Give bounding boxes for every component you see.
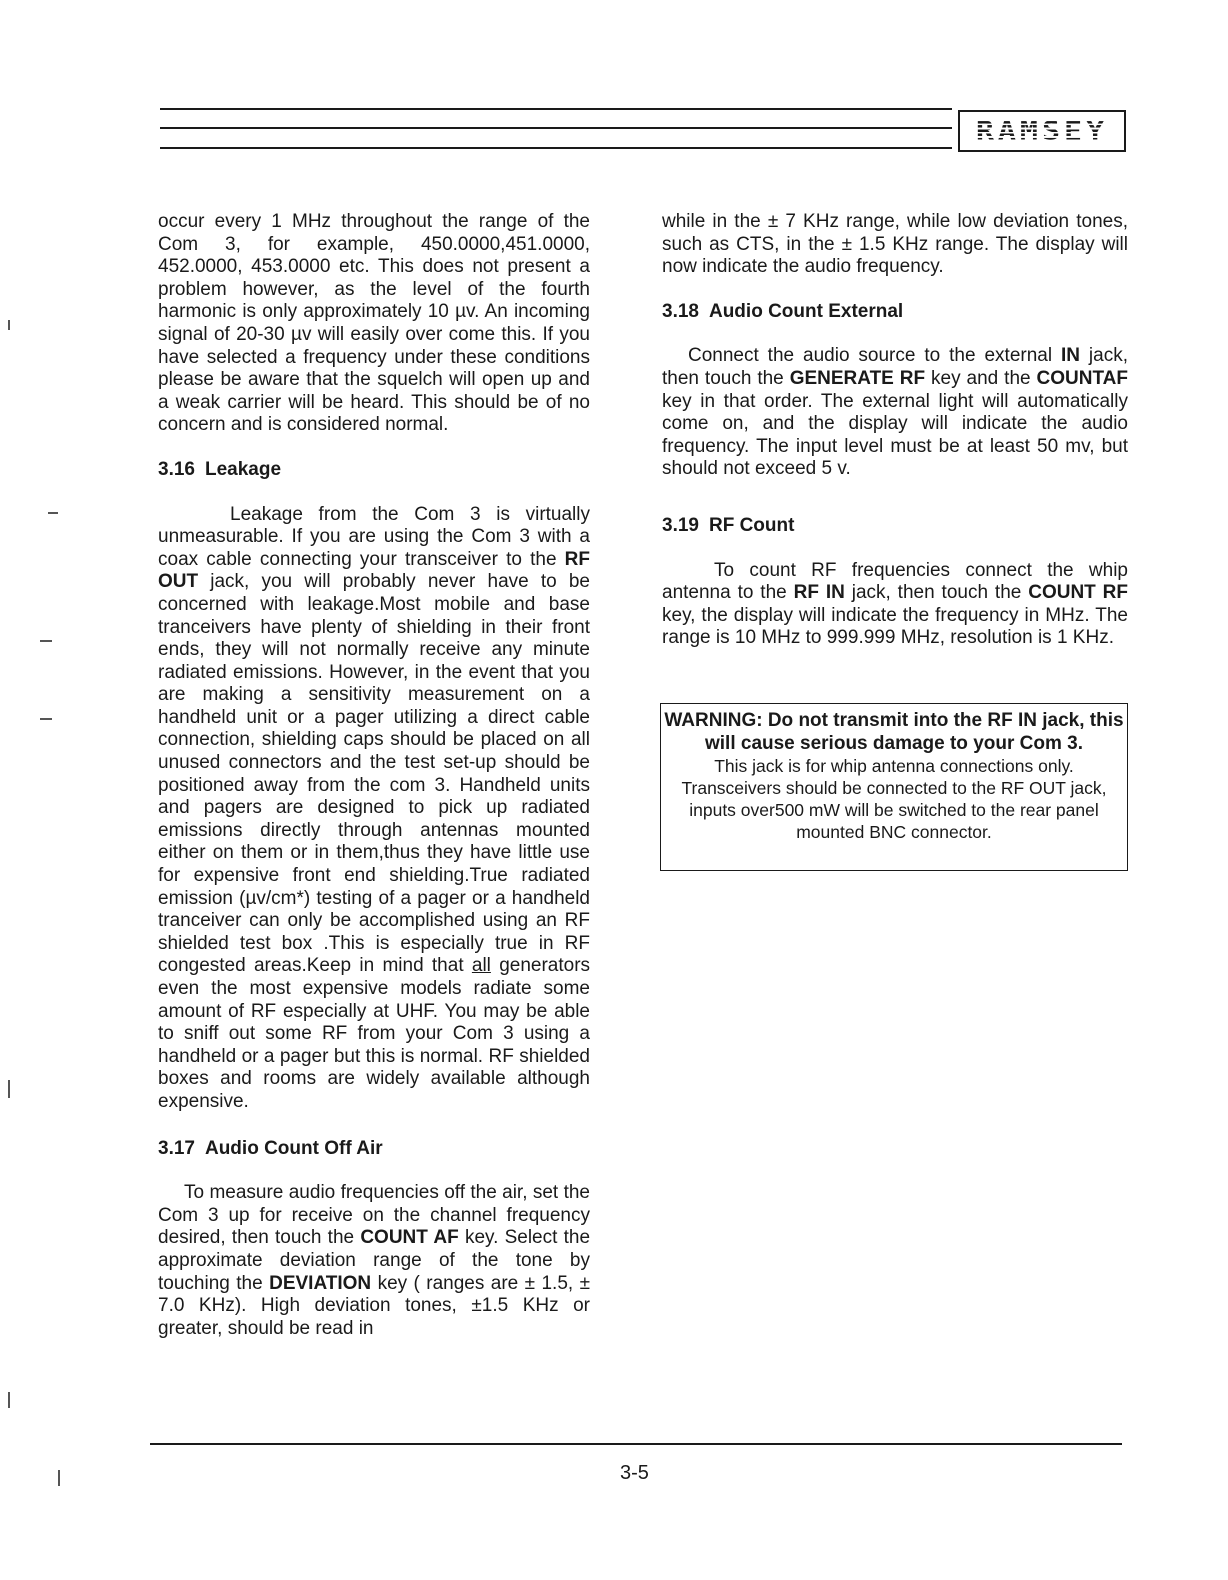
section-number: 3.16 — [158, 458, 195, 480]
scan-mark — [8, 1080, 10, 1098]
rf-count-text-2: jack, then touch the — [851, 582, 1022, 604]
section-title: RF Count — [708, 514, 795, 536]
audio-external-text-3: key and the — [931, 367, 1031, 389]
section-heading-leakage — [158, 459, 590, 482]
rf-count-text-1: To count RF frequencies connect the whip antenna to the — [662, 559, 1128, 604]
audio-external-bold-in: IN — [1061, 345, 1080, 367]
scan-mark — [58, 1470, 60, 1486]
audio-off-air-text-2: key. Select the approximate deviation range of the tone by touching the — [158, 1227, 591, 1294]
audio-off-air-text-3: key ( ranges are ± 1.5, ± 7.0 KHz). High deviation tones, ±1.5 KHz or greater, should be read in — [158, 1272, 591, 1339]
section-heading-audio-off-air — [158, 1138, 590, 1161]
warning-heading: WARNING: Do not transmit into the RF IN jack, this will cause serious damage to your Com 3. — [664, 710, 1124, 754]
header-rule-middle — [160, 127, 952, 129]
logo-text: RAMSEY — [975, 116, 1109, 146]
leakage-text-2: jack, you will probably never have to be concerned with leakage.Most mobile and base tranceivers have plenty of shielding in their front ends, they will not normally receive any minute radiated emissions. However, in the event that you are making a sensitivity measurement on a handheld unit or a pager utilizing a direct cable connection, shielding caps should be placed on all unused connectors and the test set-up should be positioned away from the com 3. Handheld units and pagers are designed to pick up radiated emissions directly through antennas mounted either on them or in them,thus they have little use for expensive front end shielding.True radiated emission (µv/cm*) testing of a pager or a handheld tranceiver can only be accomplished using an RF shielded test box .This is especially true in RF congested areas.Keep in mind that — [158, 571, 590, 977]
section-number: 3.17 — [158, 1137, 195, 1159]
rf-count-bold-count-rf: COUNT RF — [1028, 582, 1128, 604]
footer-rule — [150, 1443, 1122, 1445]
audio-external-text-4: key in that order. The external light will automatically come on, and the display will indicate the audio frequency. The input level must be at least 50 mv, but should not exceed 5 v. — [662, 390, 1128, 480]
header-rule-bottom — [160, 147, 952, 149]
section-heading-rf-count — [662, 515, 1128, 538]
leakage-text-3: generators even the most expensive models radiate some amount of RF especially at UHF. You may be able to sniff out some RF from your Com 3 using a handheld or a pager but this is normal. RF shielded boxes and rooms are widely available although expensive. — [158, 955, 591, 1112]
rf-count-bold-rf-in: RF IN — [793, 582, 845, 604]
ramsey-logo — [958, 110, 1126, 152]
scan-mark — [40, 640, 52, 642]
rf-count-paragraph — [662, 560, 1128, 650]
intro-paragraph: occur every 1 MHz throughout the range of the Com 3, for example, 450.0000,451.0000, 452.0000, 453.0000 etc. This does not present a problem however, as the level of the fourth harmonic is only approximately 10 µv. An incoming signal of 20-30 µv will easily over come this. If you have selected a frequency under these conditions please be aware that the squelch will open up and a weak carrier will be heard. This should be of no concern and is considered normal. — [158, 211, 590, 436]
audio-off-air-text-1: To measure audio frequencies off the air, set the Com 3 up for receive on the channel frequency desired, then touch the — [158, 1182, 590, 1249]
section-title: Leakage — [204, 458, 282, 480]
leakage-text-1: Leakage from the Com 3 is virtually unmeasurable. If you are using the Com 3 with a coax cable connecting your transceiver to the — [158, 503, 590, 570]
audio-external-text-2: jack, then touch the — [662, 345, 1128, 389]
section-heading-audio-external — [662, 301, 1128, 324]
continued-paragraph: while in the ± 7 KHz range, while low deviation tones, such as CTS, in the ± 1.5 KHz range. The display will now indicate the audio frequency. — [662, 211, 1128, 278]
leakage-bold-rf-out: RF OUT — [158, 548, 590, 593]
audio-off-air-paragraph — [158, 1182, 590, 1340]
scan-mark — [8, 320, 10, 330]
audio-external-bold-generate-rf: GENERATE RF — [789, 367, 926, 389]
right-column — [662, 211, 1128, 650]
page-number: 3-5 — [620, 1462, 649, 1484]
audio-external-text-1: Connect the audio source to the external — [688, 345, 1053, 367]
audio-off-air-bold-count-af: COUNT AF — [360, 1227, 459, 1249]
section-number: 3.19 — [662, 514, 699, 536]
section-title: Audio Count Off Air — [204, 1137, 383, 1159]
audio-off-air-bold-deviation: DEVIATION — [269, 1272, 372, 1294]
scan-mark — [8, 1392, 10, 1408]
leakage-underlined-all: all — [471, 955, 491, 977]
warning-box — [660, 703, 1128, 871]
section-title: Audio Count External — [708, 300, 904, 322]
audio-external-paragraph — [662, 345, 1128, 481]
audio-external-bold-countaf: COUNTAF — [1036, 367, 1128, 389]
scan-mark — [48, 512, 58, 514]
section-number: 3.18 — [662, 300, 699, 322]
left-column — [158, 211, 590, 1340]
leakage-paragraph — [158, 504, 590, 1114]
warning-body: This jack is for whip antenna connections only. Transceivers should be connected to the RF OUT jack, inputs over500 mW will be switched to the rear panel mounted BNC connector. — [681, 756, 1107, 842]
scan-mark — [40, 718, 52, 720]
rf-count-text-3: key, the display will indicate the frequency in MHz. The range is 10 MHz to 999.999 MHz, resolution is 1 KHz. — [662, 604, 1128, 649]
header-rule-top — [160, 108, 952, 110]
